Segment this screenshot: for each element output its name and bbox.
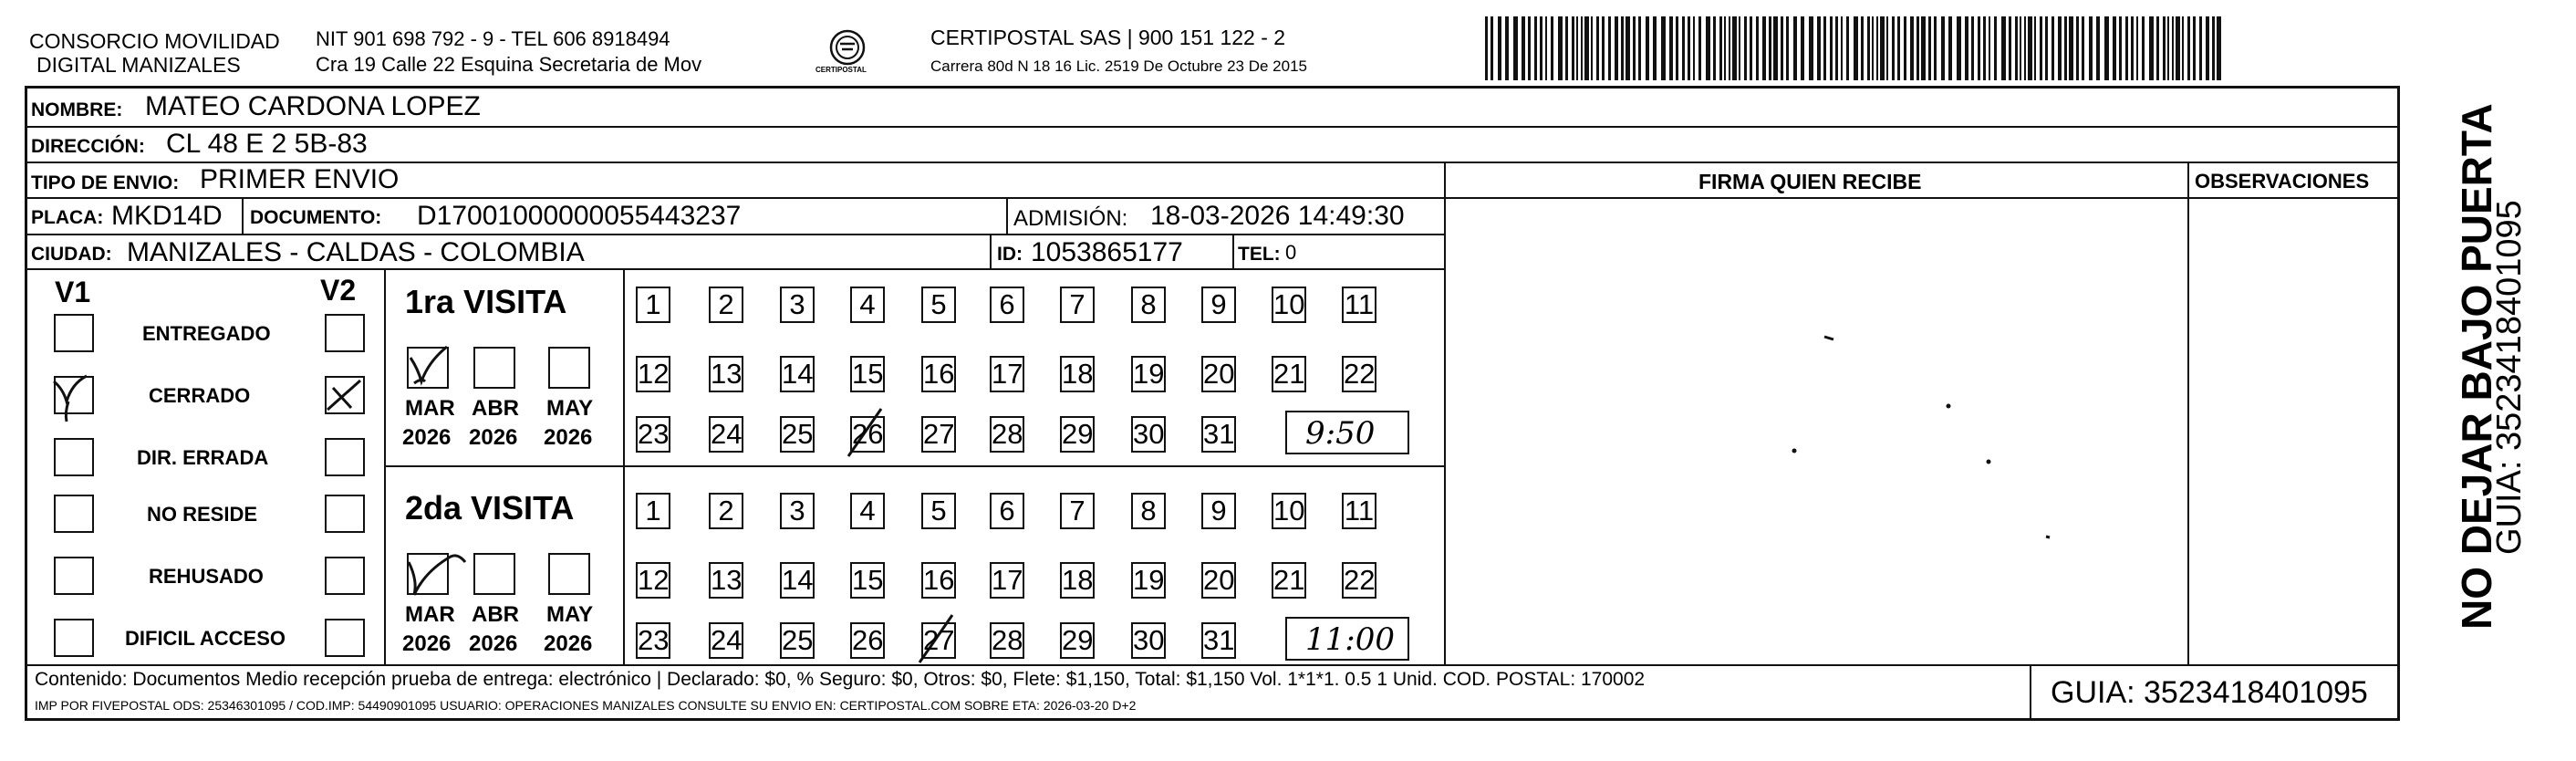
day-box[interactable]: 18 — [1060, 356, 1095, 392]
day-box[interactable]: 24 — [709, 622, 743, 659]
day-box[interactable]: 23 — [636, 416, 670, 453]
id-label: ID: — [997, 244, 1023, 265]
day-box[interactable]: 7 — [1060, 493, 1095, 529]
day-box[interactable]: 14 — [780, 356, 815, 392]
day-box[interactable]: 1 — [636, 493, 670, 529]
status-option-label: DIFICIL ACCESO — [125, 627, 286, 650]
day-box[interactable]: 5 — [921, 493, 956, 529]
logo-caption: CERTIPOSTAL — [815, 66, 867, 74]
day-box[interactable]: 21 — [1272, 562, 1306, 599]
visit-handwritten-time: 11:00 — [1305, 621, 1395, 658]
day-box[interactable]: 10 — [1272, 493, 1306, 529]
day-box[interactable]: 9 — [1201, 287, 1236, 323]
documento-label: DOCUMENTO: — [250, 207, 382, 228]
day-box[interactable]: 5 — [921, 287, 956, 323]
day-box[interactable]: 15 — [850, 562, 885, 599]
barcode — [1485, 16, 2224, 80]
nombre-label: NOMBRE: — [31, 99, 123, 120]
status-option-label: NO RESIDE — [147, 503, 258, 526]
courier-line2: Carrera 80d N 18 16 Lic. 2519 De Octubre 23 De 2015 — [930, 57, 1307, 75]
day-box[interactable]: 7 — [1060, 287, 1095, 323]
day-box[interactable]: 13 — [709, 562, 743, 599]
address-line: Cra 19 Calle 22 Esquina Secretaria de Mov — [316, 53, 702, 76]
day-box[interactable]: 2 — [709, 493, 743, 529]
day-box[interactable]: 29 — [1060, 416, 1095, 453]
courier-line1: CERTIPOSTAL SAS | 900 151 122 - 2 — [930, 26, 1286, 49]
v1-checkbox[interactable] — [54, 438, 94, 476]
day-box[interactable]: 13 — [709, 356, 743, 392]
v1-checkbox[interactable] — [54, 495, 94, 533]
observaciones-label: OBSERVACIONES — [2195, 170, 2370, 193]
placa-label: PLACA: — [31, 207, 104, 228]
visit-handwritten-time: 9:50 — [1305, 415, 1376, 452]
status-option-label: ENTREGADO — [142, 322, 271, 345]
day-box[interactable]: 19 — [1131, 356, 1166, 392]
direccion-value: CL 48 E 2 5B-83 — [166, 129, 368, 159]
day-box[interactable]: 10 — [1272, 287, 1306, 323]
day-box[interactable]: 9 — [1201, 493, 1236, 529]
direccion-label: DIRECCIÓN: — [31, 136, 145, 157]
day-box[interactable]: 19 — [1131, 562, 1166, 599]
firma-label: FIRMA QUIEN RECIBE — [1698, 170, 1922, 193]
nombre-value: MATEO CARDONA LOPEZ — [145, 91, 481, 121]
visit-title: 1ra VISITA — [405, 283, 567, 320]
status-option-label: CERRADO — [149, 384, 251, 407]
nit-line: NIT 901 698 792 - 9 - TEL 606 8918494 — [316, 27, 670, 50]
day-box[interactable]: 22 — [1342, 562, 1376, 599]
visit-month-label: MAY — [546, 396, 594, 421]
visit-time-box[interactable] — [1285, 411, 1409, 454]
day-box[interactable]: 16 — [921, 562, 956, 599]
day-box[interactable]: 23 — [636, 622, 670, 659]
day-box[interactable]: 25 — [780, 622, 815, 659]
visit-month-label: MAY — [546, 602, 594, 627]
tel-label: TEL: — [1238, 244, 1281, 265]
day-box[interactable]: 8 — [1131, 493, 1166, 529]
id-value: 1053865177 — [1031, 237, 1183, 267]
day-box[interactable]: 29 — [1060, 622, 1095, 659]
day-box[interactable]: 4 — [850, 493, 885, 529]
day-box[interactable]: 3 — [780, 493, 815, 529]
day-box[interactable]: 17 — [990, 356, 1024, 392]
day-box[interactable]: 18 — [1060, 562, 1095, 599]
day-box[interactable]: 1 — [636, 287, 670, 323]
ciudad-value: MANIZALES - CALDAS - COLOMBIA — [127, 237, 585, 267]
status-option-label: REHUSADO — [149, 565, 264, 588]
footer-content-line: Contenido: Documentos Medio recepción prueba de entrega: electrónico | Declarado: $0, % Seguro: $0, Otros: $0, Flete: $1,150, Total: $1,150 Vol. 1*1*1. 0.5 1 Unid. COD. POSTAL: 170002 — [35, 669, 1646, 690]
visit-month-label: ABR — [472, 396, 519, 421]
day-box[interactable]: 12 — [636, 562, 670, 599]
admision-value: 18-03-2026 14:49:30 — [1150, 201, 1405, 231]
v1-checkbox[interactable] — [54, 314, 94, 352]
visit-month-label: MAR — [405, 396, 455, 421]
day-box[interactable]: 25 — [780, 416, 815, 453]
side-guia: GUIA: 3523418401095 — [2490, 200, 2529, 555]
v2-checkbox[interactable] — [325, 376, 365, 414]
v2-checkbox[interactable] — [325, 619, 365, 657]
day-box[interactable]: 11 — [1342, 493, 1376, 529]
visit-month-checkbox[interactable] — [407, 553, 449, 595]
visit-year-label: 2026 — [544, 631, 593, 656]
visit-month-label: ABR — [472, 602, 519, 627]
day-box[interactable]: 21 — [1272, 356, 1306, 392]
v2-checkbox[interactable] — [325, 495, 365, 533]
day-box[interactable]: 28 — [990, 622, 1024, 659]
v2-label: V2 — [320, 274, 357, 307]
visit-month-checkbox[interactable] — [473, 347, 515, 389]
status-option-label: DIR. ERRADA — [137, 446, 269, 469]
day-box[interactable]: 22 — [1342, 356, 1376, 392]
tipo-envio-label: TIPO DE ENVIO: — [31, 172, 180, 193]
day-box[interactable]: 30 — [1131, 416, 1166, 453]
day-box[interactable]: 30 — [1131, 622, 1166, 659]
signature-specks — [1779, 328, 2062, 547]
day-box[interactable]: 27 — [921, 416, 956, 453]
visit-month-checkbox[interactable] — [548, 347, 590, 389]
day-box[interactable]: 31 — [1201, 622, 1236, 659]
admision-label: ADMISIÓN: — [1013, 206, 1128, 231]
no-dejar-bajo-puerta-warning: NO DEJAR BAJO PUERTA — [2453, 103, 2500, 630]
day-box[interactable]: 4 — [850, 287, 885, 323]
footer-print-line: IMP POR FIVEPOSTAL ODS: 25346301095 / COD.IMP: 54490901095 USUARIO: OPERACIONES MANIZALES CONSULTE SU ENVIO EN: CERTIPOSTAL.COM SOBRE ETA: 2026-03-20 D+2 — [35, 698, 1137, 713]
company-name-line2: DIGITAL MANIZALES — [36, 53, 241, 77]
day-box[interactable]: 27 — [921, 622, 956, 659]
v2-checkbox[interactable] — [325, 557, 365, 595]
visit-year-label: 2026 — [544, 425, 593, 450]
visit-month-checkbox[interactable] — [407, 347, 449, 389]
visit-time-box[interactable] — [1285, 617, 1409, 661]
day-box[interactable]: 11 — [1342, 287, 1376, 323]
visit-year-label: 2026 — [402, 631, 452, 656]
day-box[interactable]: 14 — [780, 562, 815, 599]
v1-checkbox[interactable] — [54, 557, 94, 595]
tipo-envio-value: PRIMER ENVIO — [200, 164, 400, 194]
day-box[interactable]: 2 — [709, 287, 743, 323]
placa-value: MKD14D — [111, 201, 223, 231]
visit-month-label: MAR — [405, 602, 455, 627]
day-box[interactable]: 17 — [990, 562, 1024, 599]
day-box[interactable]: 15 — [850, 356, 885, 392]
v1-checkbox[interactable] — [54, 376, 94, 414]
day-box[interactable]: 3 — [780, 287, 815, 323]
observaciones-area[interactable] — [2193, 201, 2395, 662]
documento-value: D17001000000055443237 — [417, 201, 742, 231]
visit-year-label: 2026 — [402, 425, 452, 450]
day-box[interactable]: 26 — [850, 416, 885, 453]
v2-checkbox[interactable] — [325, 438, 365, 476]
visit-month-checkbox[interactable] — [548, 553, 590, 595]
day-box[interactable]: 31 — [1201, 416, 1236, 453]
day-box[interactable]: 16 — [921, 356, 956, 392]
day-box[interactable]: 20 — [1201, 562, 1236, 599]
v1-checkbox[interactable] — [54, 619, 94, 657]
visit-month-checkbox[interactable] — [473, 553, 515, 595]
v2-checkbox[interactable] — [325, 314, 365, 352]
ciudad-label: CIUDAD: — [31, 244, 112, 265]
day-box[interactable]: 6 — [990, 493, 1024, 529]
day-box[interactable]: 20 — [1201, 356, 1236, 392]
day-box[interactable]: 12 — [636, 356, 670, 392]
day-box[interactable]: 28 — [990, 416, 1024, 453]
v1-label: V1 — [55, 276, 91, 308]
tel-value: 0 — [1285, 241, 1297, 264]
company-name-line1: CONSORCIO MOVILIDAD — [29, 29, 280, 53]
visit-year-label: 2026 — [469, 631, 518, 656]
footer-guia: GUIA: 3523418401095 — [2051, 675, 2368, 710]
visit-title: 2da VISITA — [405, 489, 575, 526]
day-box[interactable]: 6 — [990, 287, 1024, 323]
day-box[interactable]: 26 — [850, 622, 885, 659]
day-box[interactable]: 24 — [709, 416, 743, 453]
day-box[interactable]: 8 — [1131, 287, 1166, 323]
visit-year-label: 2026 — [469, 425, 518, 450]
